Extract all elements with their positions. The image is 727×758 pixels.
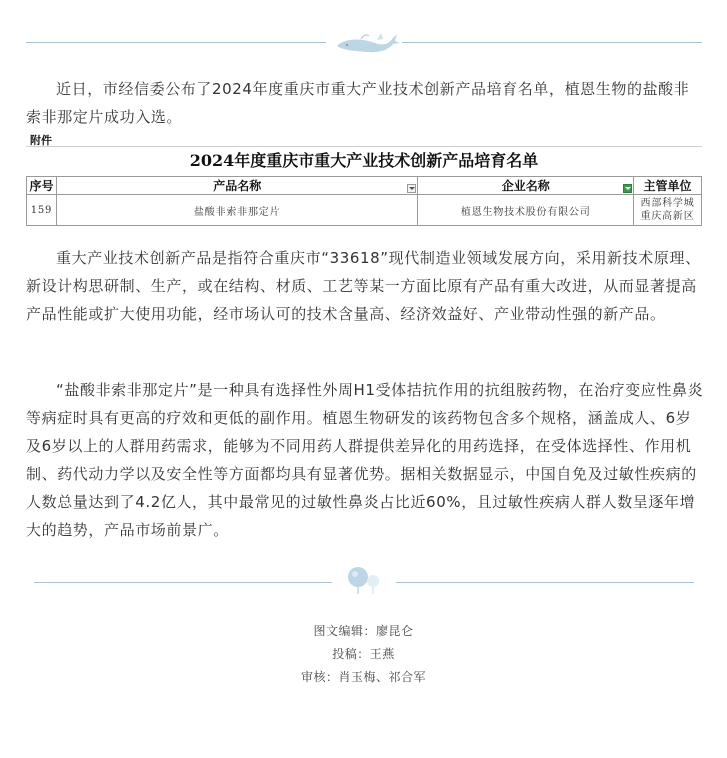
divider-line-left	[26, 42, 326, 43]
cell-product: 盐酸非索非那定片	[56, 195, 417, 226]
bottom-divider	[34, 565, 694, 595]
award-table	[26, 176, 702, 226]
header-product	[56, 177, 417, 195]
award-list-table-image	[26, 132, 702, 226]
header-product-label: 产品名称	[213, 179, 262, 193]
cell-unit-line2: 重庆高新区	[640, 211, 695, 222]
header-company	[418, 177, 634, 195]
cell-seq: 159	[27, 195, 57, 226]
definition-paragraph: 重大产业技术创新产品是指符合重庆市“33618”现代制造业领域发展方向，采用新技术原理、新设计构思研制、生产，或在结构、材质、工艺等某一方面比原有产品有重大改进，从而显著提高产品性能或扩大使用功能，经市场认可的技术含量高、经济效益好、产业带动性强的新产品。	[26, 249, 701, 323]
divider-line-right	[396, 582, 694, 583]
header-seq	[27, 177, 57, 195]
header-seq-label: 序号	[29, 179, 54, 193]
table-row	[27, 195, 702, 226]
header-company-label: 企业名称	[501, 179, 550, 193]
intro-paragraph: 近日，市经信委公布了2024年度重庆市重大产业技术创新产品培育名单，植恩生物的盐酸非索非那定片成功入选。	[26, 80, 690, 126]
editor-credit: 图文编辑：廖昆仑	[313, 624, 414, 638]
contributor-credit: 投稿：王燕	[332, 647, 395, 661]
cell-unit-line1: 西部科学城	[640, 198, 695, 209]
bubbles-icon	[340, 565, 388, 595]
whale-icon	[331, 30, 401, 56]
header-unit	[634, 177, 702, 195]
top-divider	[26, 30, 702, 54]
attachment-label: 附件	[30, 134, 52, 147]
cell-unit	[634, 195, 702, 226]
cell-company: 植恩生物技术股份有限公司	[418, 195, 634, 226]
divider-line-right	[402, 42, 702, 43]
filter-active-icon	[623, 184, 632, 193]
filter-dropdown-icon	[407, 184, 416, 193]
reviewer-credit: 审核：肖玉梅、祁合军	[300, 670, 426, 684]
divider-line-left	[34, 582, 332, 583]
table-header-row	[27, 177, 702, 195]
product-paragraph: “盐酸非索非那定片”是一种具有选择性外周H1受体拮抗作用的抗组胺药物，在治疗变应性鼻炎等病症时具有更高的疗效和更低的副作用。植恩生物研发的该药物包含多个规格，涵盖成人、6岁及6岁以上的人群用药需求，能够为不同用药人群提供差异化的用药选择，在受体选择性、作用机制、药代动力学以及安全性等方面都均具有显著优势。据相关数据显示，中国自免及过敏性疾病的人数总量达到了4.2亿人，其中最常见的过敏性鼻炎占比近60%，且过敏性疾病人群人数呈逐年增大的趋势，产品市场前景广。	[26, 381, 704, 539]
header-unit-label: 主管单位	[643, 179, 692, 193]
table-title: 2024年度重庆市重大产业技术创新产品培育名单	[26, 146, 702, 175]
